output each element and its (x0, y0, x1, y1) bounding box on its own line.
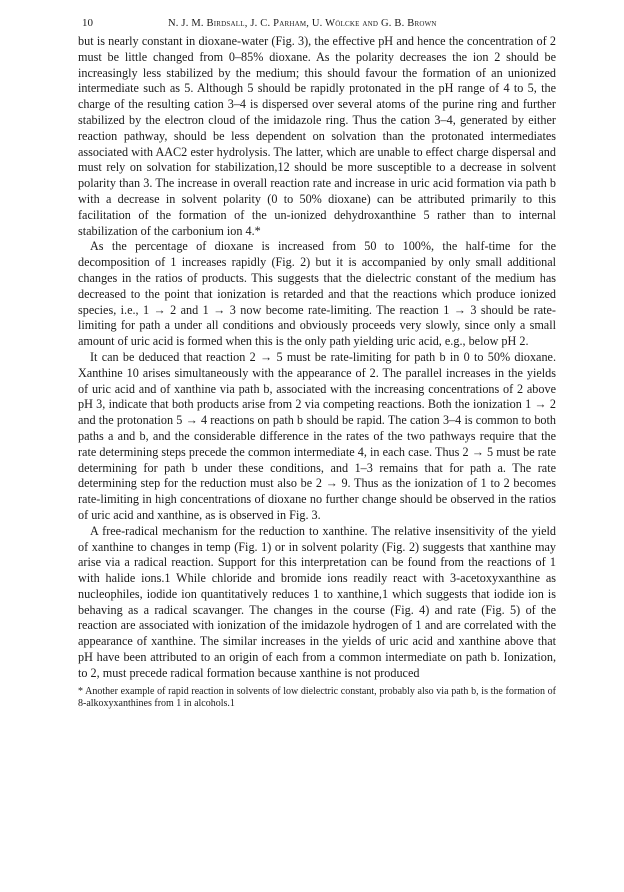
body-text (78, 34, 556, 682)
running-head-authors: N. J. M. Birdsall, J. C. Parham, U. Wölcke and G. B. Brown (168, 18, 437, 29)
paragraph: but is nearly constant in dioxane-water (Fig. 3), the effective pH and hence the concentration of 2 must be little changed from 0–85% dioxane. As the polarity decreases the ion 2 should be increasingly less stabilized by the medium; this should favour the formation of an unionized intermediate such as 5. Although 5 should be rapidly protonated in the pH range of 4 to 5, the charge of the resulting cation 3–4 is dispersed over several atoms of the purine ring and further stabilized by the electron cloud of the imidazole ring. Thus the cation 3–4, generated by either reaction pathway, should be less dependent on solvation than the protonated intermediates associated with AAC2 ester hydrolysis. The latter, which are unable to effect charge dispersal and must rely on solvation for stabilization,12 should be more susceptible to a decrease in solvent polarity than 3. The increase in overall reaction rate and increase in uric acid formation via path b with a decrease in solvent polarity (0 to 50% dioxane) can be attributed primarily to this facilitation of the formation of the un-ionized dehydroxanthine 5 rather than to internal stabilization of the carbonium ion 4.* (78, 34, 556, 238)
paragraph: It can be deduced that reaction 2 → 5 must be rate-limiting for path b in 0 to 50% dioxane. Xanthine 10 arises simultaneously with the appearance of 2. The parallel increases in the yields of uric acid and of xanthine via path b, associated with the increasing concentrations of 2 above pH 3, indicate that both products arise from 2 via competing reactions. Both the ionization 1 → 2 and the protonation 5 → 4 reactions on path b should be rapid. The cation 3–4 is common to both paths a and b, and the considerable difference in the rates of the two pathways require that the rate determining steps precede the common intermediate 4, in each case. Thus 2 → 5 must be rate determining for path b under these conditions, and 1–3 remains that for path a. The rate determining step for the reduction must also be 2 → 9. Thus as the ionization of 1 to 2 becomes rate-limiting in high concentrations of dioxane no further change should be observed in the ratios of uric acid and xanthine, as is observed in Fig. 3. (78, 349, 556, 522)
paragraph: A free-radical mechanism for the reduction to xanthine. The relative insensitivity of the yield of xanthine to changes in temp (Fig. 1) or in solvent polarity (Fig. 2) suggests that xanthine may arise via a radical reaction. Support for this interpretation can be found from the reactions of 1 with halide ions.1 While chloride and bromide ions readily react with 3-acetoxyxanthine as nucleophiles, iodide ion quantitatively reduces 1 to xanthine,1 which suggests that iodide ion is behaving as a radical scavanger. The changes in the course (Fig. 4) and rate (Fig. 5) of the reaction are associated with ionization of the imidazole hydrogen of 1 and are correlated with the appearance of xanthine. The similar increases in the yields of uric acid and xanthine above that pH have been attributed to an origin of each from a common intermediate on path b. Ionization, to 2, must precede radical formation because xanthine is not produced (78, 523, 556, 680)
running-header (78, 14, 556, 34)
footnote: * Another example of rapid reaction in solvents of low dielectric constant, probably also via path b, is the formation of 8-alkoxyxanthines from 1 in alcohols.1 (78, 685, 556, 710)
paragraph: As the percentage of dioxane is increased from 50 to 100%, the half-time for the decomposition of 1 increases rapidly (Fig. 2) but it is accompanied by only small additional changes in the ratios of products. This suggests that the dielectric constant of the medium has decreased to the point that ionization is retarded and that the reactions which produce ionized species, i.e., 1 → 2 and 1 → 3 now become rate-limiting. The reaction 1 → 3 should be rate-limiting for path a under all conditions and obviously proceeds very slowly, since only a small amount of uric acid is formed when this is the only path yielding uric acid, e.g., below pH 2. (78, 239, 556, 349)
page-number: 10 (82, 17, 93, 29)
journal-page (78, 14, 556, 711)
